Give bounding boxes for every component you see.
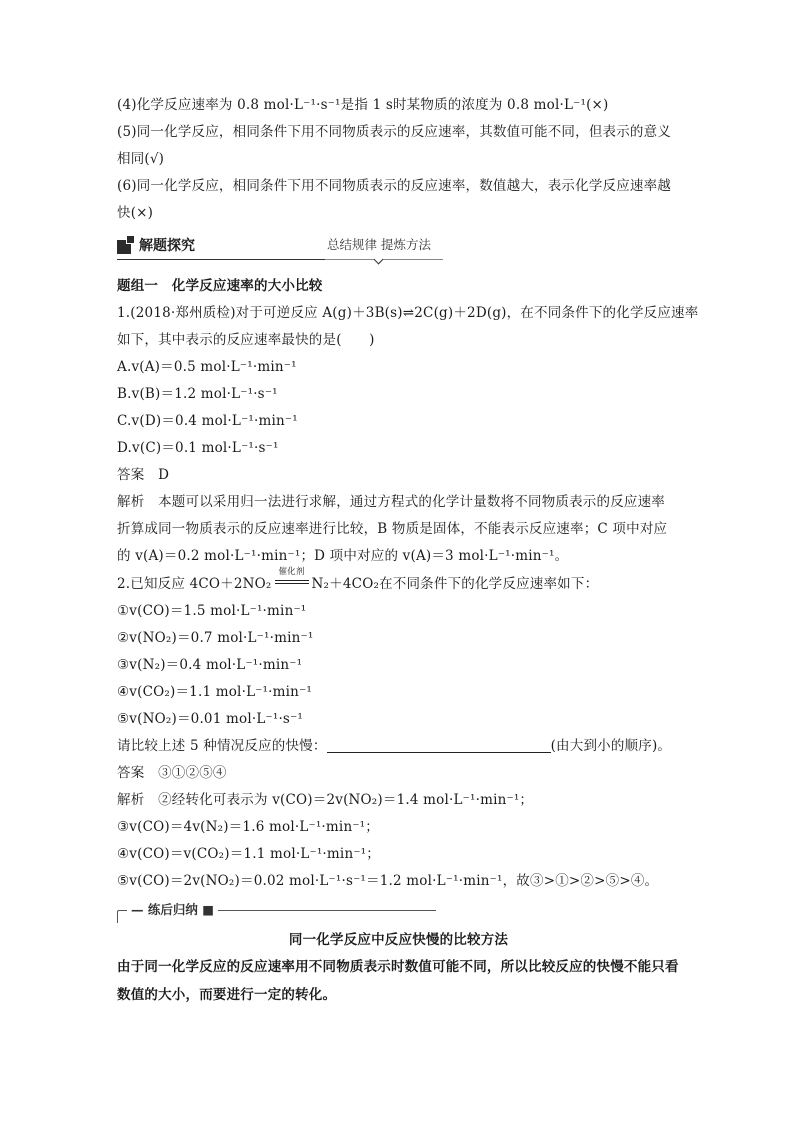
review-item-5-line2: 相同(√) [117, 151, 165, 167]
q2-item-1: ①v(CO)＝1.5 mol·L⁻¹·min⁻¹ [117, 603, 307, 619]
section-pointer-icon [374, 255, 384, 265]
arrow-line-bottom [275, 583, 309, 584]
q1-option-c: C.v(D)＝0.4 mol·L⁻¹·min⁻¹ [117, 413, 298, 429]
answer-blank[interactable] [327, 738, 551, 753]
summary-title: 同一化学反应中反应快慢的比较方法 [288, 932, 509, 948]
q1-analysis-line3: 的 v(A)＝0.2 mol·L⁻¹·min⁻¹；D 项中对应的 v(A)＝3 mol·L⁻¹·min⁻¹。 [117, 548, 569, 564]
q2-stem-post: N₂＋4CO₂在不同条件下的化学反应速率如下： [311, 576, 599, 592]
q2-analysis-line3: ④v(CO)＝v(CO₂)＝1.1 mol·L⁻¹·min⁻¹； [117, 846, 380, 862]
q2-item-4: ④v(CO₂)＝1.1 mol·L⁻¹·min⁻¹ [117, 684, 313, 700]
q2-item-3: ③v(N₂)＝0.4 mol·L⁻¹·min⁻¹ [117, 657, 303, 673]
page-content [117, 92, 699, 1009]
catalyst-label: 催化剂 [278, 567, 305, 577]
q2-item-5: ⑤v(NO₂)＝0.01 mol·L⁻¹·s⁻¹ [117, 711, 304, 727]
q1-analysis-line2: 折算成同一物质表示的反应速率进行比较，B 物质是固体，不能表示反应速率；C 项中对应 [117, 521, 668, 537]
summary-label-text: 练后归纳 [147, 902, 198, 917]
q2-analysis-line2: ③v(CO)＝4v(N₂)＝1.6 mol·L⁻¹·min⁻¹； [117, 819, 379, 835]
q2-analysis-line4: ⑤v(CO)＝2v(NO₂)＝0.02 mol·L⁻¹·s⁻¹＝1.2 mol·L⁻¹·min⁻¹，故③>①>②>⑤>④。 [117, 873, 659, 889]
section-square-small-icon [126, 235, 135, 244]
section-header [117, 235, 680, 265]
summary-header [117, 901, 680, 923]
q2-compare [117, 733, 680, 760]
section-title: 解题探究 [139, 238, 195, 254]
q1-stem-line1: 1.(2018·郑州质检)对于可逆反应 A(g)＋3B(s)⇌2C(g)＋2D(g)，在不同条件下的化学反应速率 [117, 305, 699, 321]
arrow-line-top [275, 580, 309, 581]
review-item-4: (4)化学反应速率为 0.8 mol·L⁻¹·s⁻¹是指 1 s时某物质的浓度为 0.8 mol·L⁻¹(×) [117, 97, 609, 113]
q1-stem-line2: 如下，其中表示的反应速率最快的是( ) [117, 332, 375, 348]
q2-stem [117, 567, 680, 598]
q1-option-b: B.v(B)＝1.2 mol·L⁻¹·s⁻¹ [117, 386, 278, 402]
review-item-5-line1: (5)同一化学反应，相同条件下用不同物质表示的反应速率，其数值可能不同，但表示的意义 [117, 124, 672, 140]
q1-answer: 答案 D [117, 467, 170, 483]
q2-item-2: ②v(NO₂)＝0.7 mol·L⁻¹·min⁻¹ [117, 630, 314, 646]
review-item-6-line1: (6)同一化学反应，相同条件下用不同物质表示的反应速率，数值越大，表示化学反应速率越 [117, 178, 672, 194]
q2-compare-post: (由大到小的顺序)。 [550, 738, 672, 754]
q2-analysis-line1: 解析 ②经转化可表示为 v(CO)＝2v(NO₂)＝1.4 mol·L⁻¹·min⁻¹； [117, 792, 534, 808]
q2-answer: 答案 ③①②⑤④ [117, 765, 227, 781]
section-subtitle-underline [325, 259, 443, 260]
section-subtitle: 总结规律 提炼方法 [327, 237, 431, 252]
q1-option-d: D.v(C)＝0.1 mol·L⁻¹·s⁻¹ [117, 440, 279, 456]
catalyst-arrow [275, 567, 309, 590]
summary-body: 由于同一化学反应的反应速率用不同物质表示时数值可能不同，所以比较反应的快慢不能只看数值的大小，而要进行一定的转化。 [117, 959, 679, 1003]
q1-option-a: A.v(A)＝0.5 mol·L⁻¹·min⁻¹ [117, 359, 297, 375]
summary-label: — 练后归纳 ■ [127, 901, 218, 919]
q1-analysis-line1: 解析 本题可以采用归一法进行求解，通过方程式的化学计量数将不同物质表示的反应速率 [117, 494, 665, 510]
review-item-6-line2: 快(×) [117, 205, 154, 221]
q2-stem-pre: 2.已知反应 4CO＋2NO₂ [117, 576, 272, 592]
group-heading: 题组一 化学反应速率的大小比较 [117, 278, 323, 294]
q2-compare-pre: 请比较上述 5 种情况反应的快慢： [117, 738, 327, 754]
